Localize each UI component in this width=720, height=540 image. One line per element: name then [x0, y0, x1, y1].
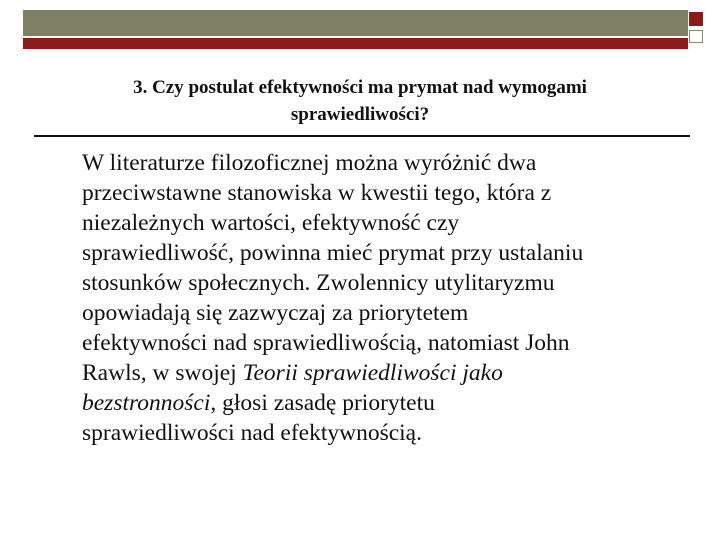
- top-olive-band: [23, 10, 688, 36]
- body-line: [82, 148, 682, 178]
- book-title-italic: bezstronności: [82, 390, 211, 416]
- body-line: [82, 358, 682, 388]
- body-line: [82, 418, 682, 448]
- body-text-segment: sprawiedliwość, powinna mieć prymat przy ustalaniu: [82, 240, 584, 266]
- title-line-1: 3. Czy postulat efektywności ma prymat nad wymogami: [133, 77, 587, 98]
- corner-filled-square-icon: [689, 12, 703, 26]
- corner-outline-square-icon: [689, 30, 703, 43]
- body-line: [82, 238, 682, 268]
- body-text-segment: efektywności nad sprawiedliwością, natomiast John: [82, 330, 570, 356]
- book-title-italic: Teorii sprawiedliwości jako: [242, 360, 503, 386]
- body-text-segment: Rawls, w swojej: [82, 360, 243, 386]
- slide-title: [40, 74, 680, 128]
- body-line: [82, 268, 682, 298]
- body-text-segment: , głosi zasadę priorytetu: [210, 390, 435, 416]
- body-line: [82, 208, 682, 238]
- body-text-segment: opowiadają się zazwyczaj za priorytetem: [82, 300, 469, 326]
- body-text-segment: niezależnych wartości, efektywność czy: [82, 210, 460, 236]
- top-decorative-bar: [23, 10, 688, 40]
- top-red-band: [23, 38, 688, 49]
- body-text-segment: przeciwstawne stanowiska w kwestii tego, która z: [82, 180, 552, 206]
- body-line: [82, 328, 682, 358]
- title-divider: [34, 135, 690, 137]
- body-line: [82, 178, 682, 208]
- body-line: [82, 388, 682, 418]
- body-text-segment: stosunków społecznych. Zwolennicy utylitaryzmu: [82, 270, 555, 296]
- body-line: [82, 298, 682, 328]
- title-line-2: sprawiedliwości?: [290, 104, 430, 125]
- slide-body-text: [82, 148, 682, 448]
- body-text-segment: sprawiedliwości nad efektywnością.: [82, 420, 422, 446]
- body-text-segment: W literaturze filozoficznej można wyróżnić dwa: [82, 150, 537, 176]
